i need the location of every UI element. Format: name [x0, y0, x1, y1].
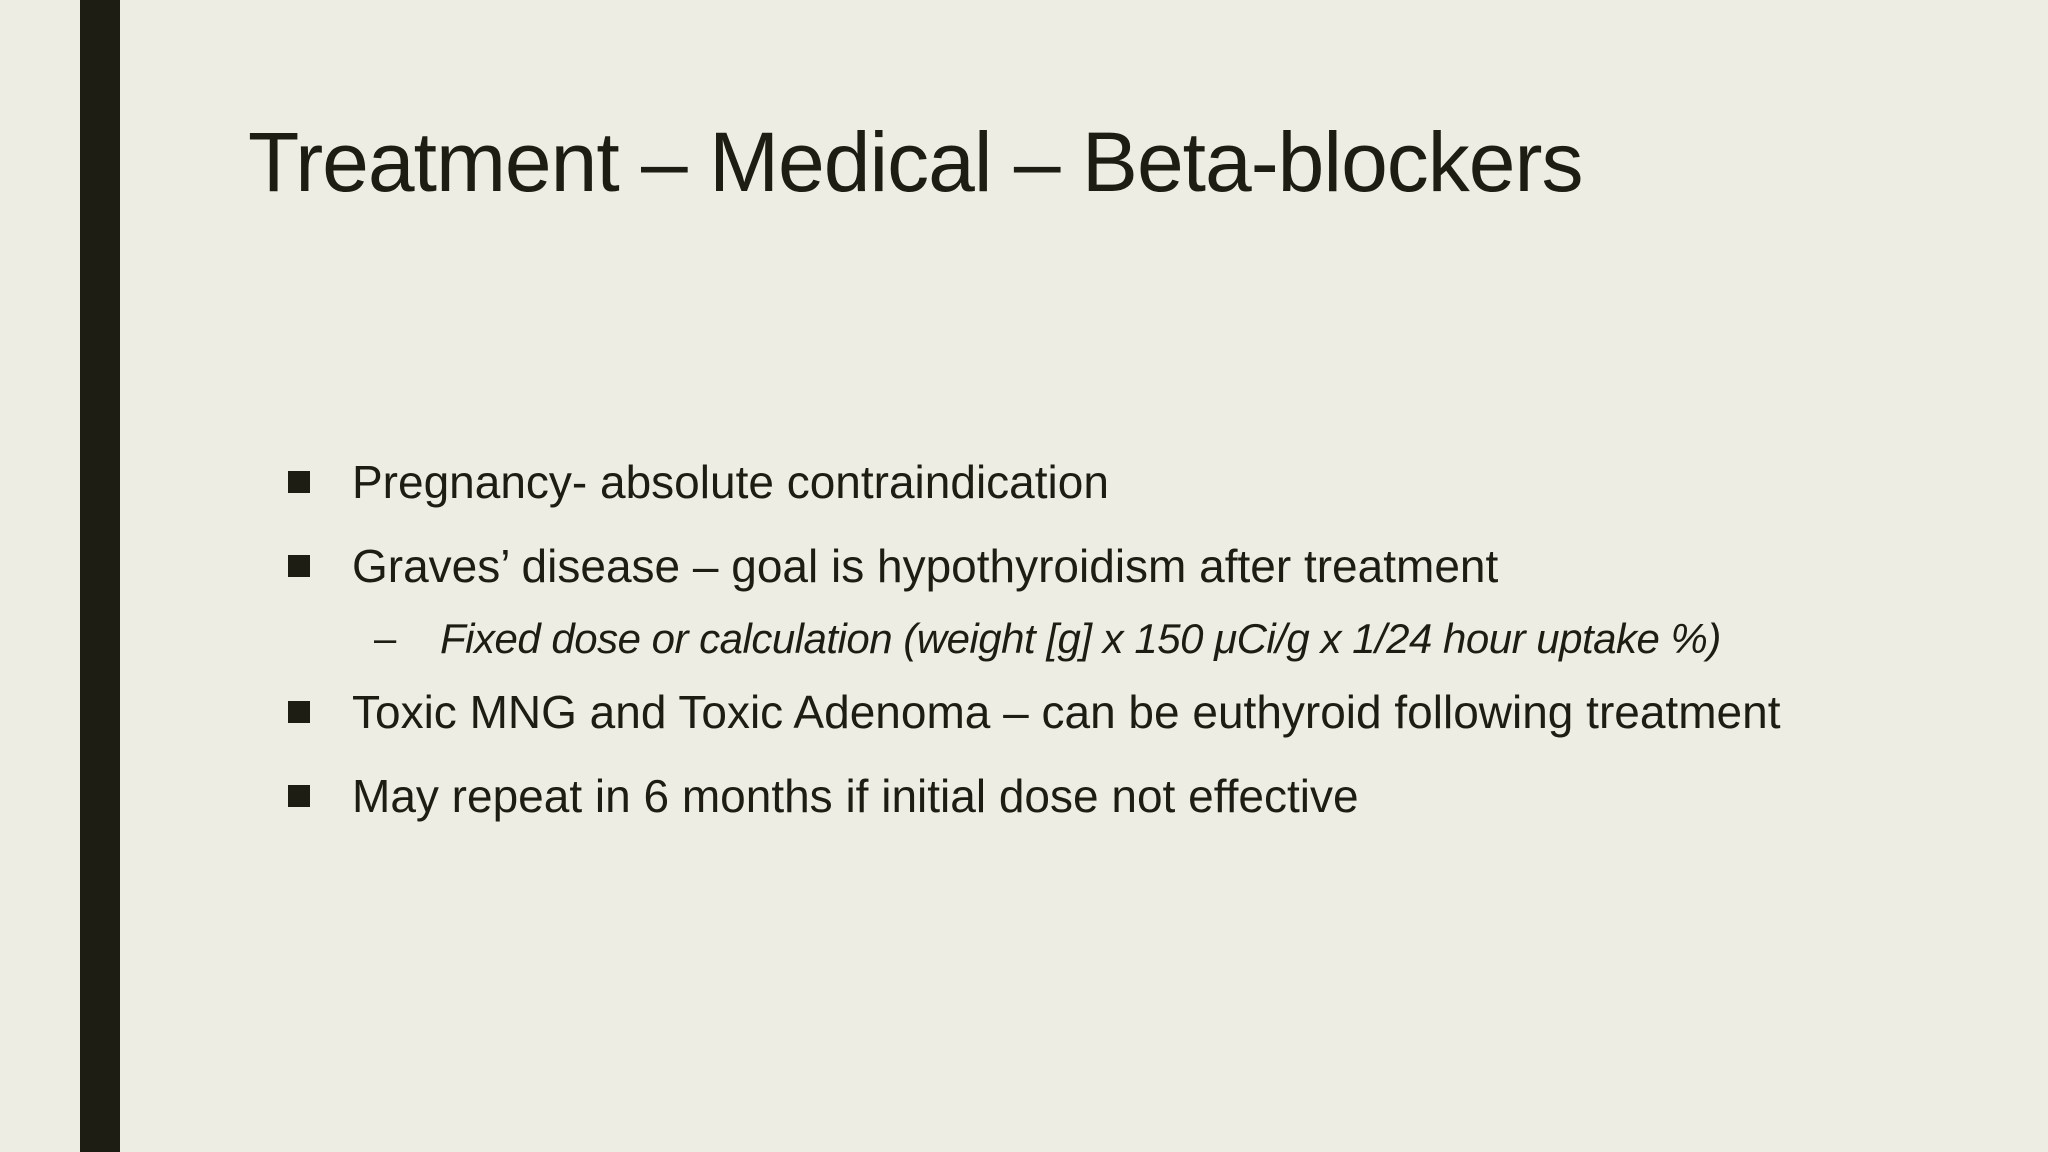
- bullet-text: Graves’ disease – goal is hypothyroidism after treatment: [352, 540, 1499, 592]
- bullet-text: May repeat in 6 months if initial dose not effective: [352, 770, 1359, 822]
- list-item: [288, 440, 1988, 524]
- sub-list-item: [288, 608, 1988, 670]
- list-item: [288, 524, 1988, 608]
- dash-bullet-icon: –: [374, 616, 397, 661]
- slide-title: Treatment – Medical – Beta-blockers: [248, 115, 1583, 209]
- square-bullet-icon: [288, 785, 310, 807]
- bullet-text: Pregnancy- absolute contraindication: [352, 456, 1109, 508]
- sub-bullet-text: Fixed dose or calculation (weight [g] x 150 μCi/g x 1/24 hour uptake %): [440, 615, 1721, 662]
- square-bullet-icon: [288, 471, 310, 493]
- bullet-list: [288, 440, 1988, 838]
- square-bullet-icon: [288, 555, 310, 577]
- square-bullet-icon: [288, 701, 310, 723]
- list-item: [288, 670, 1988, 754]
- list-item: [288, 754, 1988, 838]
- accent-bar: [80, 0, 120, 1152]
- bullet-text: Toxic MNG and Toxic Adenoma – can be euthyroid following treatment: [352, 686, 1781, 738]
